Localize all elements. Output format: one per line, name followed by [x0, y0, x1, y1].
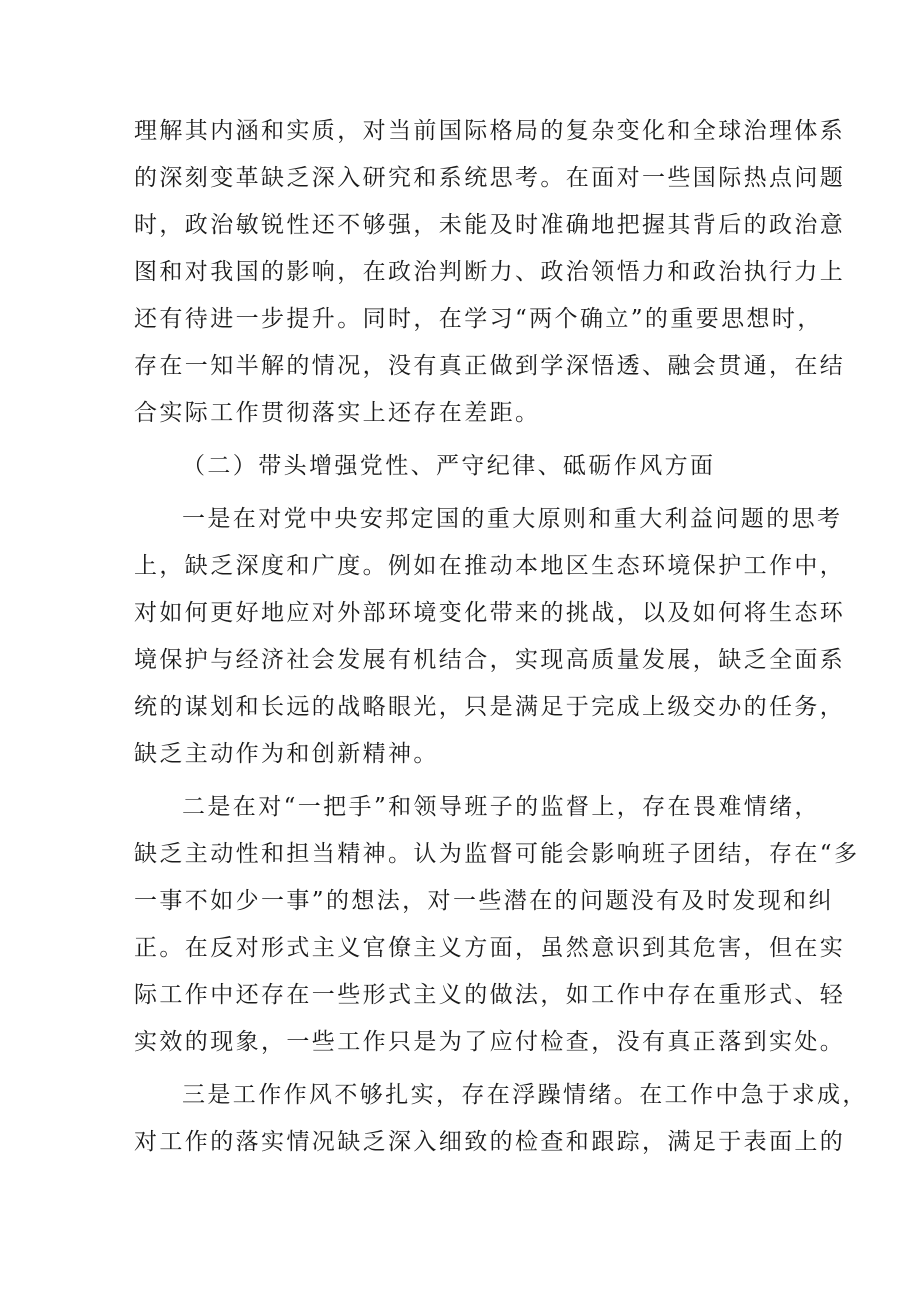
text-line: 际工作中还存在一些形式主义的做法，如工作中存在重形式、轻 [134, 982, 846, 1008]
text-line: 对工作的落实情况缺乏深入细致的检查和跟踪，满足于表面上的 [134, 1129, 846, 1155]
text-line: 缺乏主动作为和创新精神。 [134, 741, 439, 767]
text-line: 存在一知半解的情况，没有真正做到学深悟透、融会贯通，在结 [134, 353, 846, 379]
text-line: 一事不如少一事”的想法，对一些潜在的问题没有及时发现和纠 [134, 888, 834, 914]
text-line: 上，缺乏深度和广度。例如在推动本地区生态环境保护工作中， [134, 553, 846, 579]
text-line: 对如何更好地应对外部环境变化带来的挑战，以及如何将生态环 [134, 600, 846, 626]
text-line: 合实际工作贯彻落实上还存在差距。 [134, 400, 541, 426]
text-line: 时，政治敏锐性还不够强，未能及时准确地把握其背后的政治意 [134, 212, 846, 238]
text-line: 的深刻变革缺乏深入研究和系统思考。在面对一些国际热点问题 [134, 165, 846, 191]
text-line: 实效的现象，一些工作只是为了应付检查，没有真正落到实处。 [134, 1029, 846, 1055]
text-line: 还有待进一步提升。同时，在学习“两个确立”的重要思想时， [134, 306, 823, 332]
text-line: 境保护与经济社会发展有机结合，实现高质量发展，缺乏全面系 [134, 647, 846, 673]
paragraph-first-line: 一是在对党中央安邦定国的重大原则和重大利益问题的思考 [182, 506, 843, 532]
text-line: 统的谋划和长远的战略眼光，只是满足于完成上级交办的任务， [134, 694, 846, 720]
text-line: 图和对我国的影响，在政治判断力、政治领悟力和政治执行力上 [134, 259, 846, 285]
text-line: 缺乏主动性和担当精神。认为监督可能会影响班子团结，存在“多 [134, 841, 860, 867]
text-line: 正。在反对形式主义官僚主义方面，虽然意识到其危害，但在实 [134, 935, 846, 961]
paragraph-first-line: 三是工作作风不够扎实，存在浮躁情绪。在工作中急于求成， [182, 1082, 868, 1108]
paragraph-first-line: 二是在对“一把手”和领导班子的监督上，存在畏难情绪， [182, 794, 820, 820]
section-heading: （二）带头增强党性、严守纪律、砥砺作风方面 [182, 453, 716, 479]
text-line: 理解其内涵和实质，对当前国际格局的复杂变化和全球治理体系 [134, 118, 846, 144]
